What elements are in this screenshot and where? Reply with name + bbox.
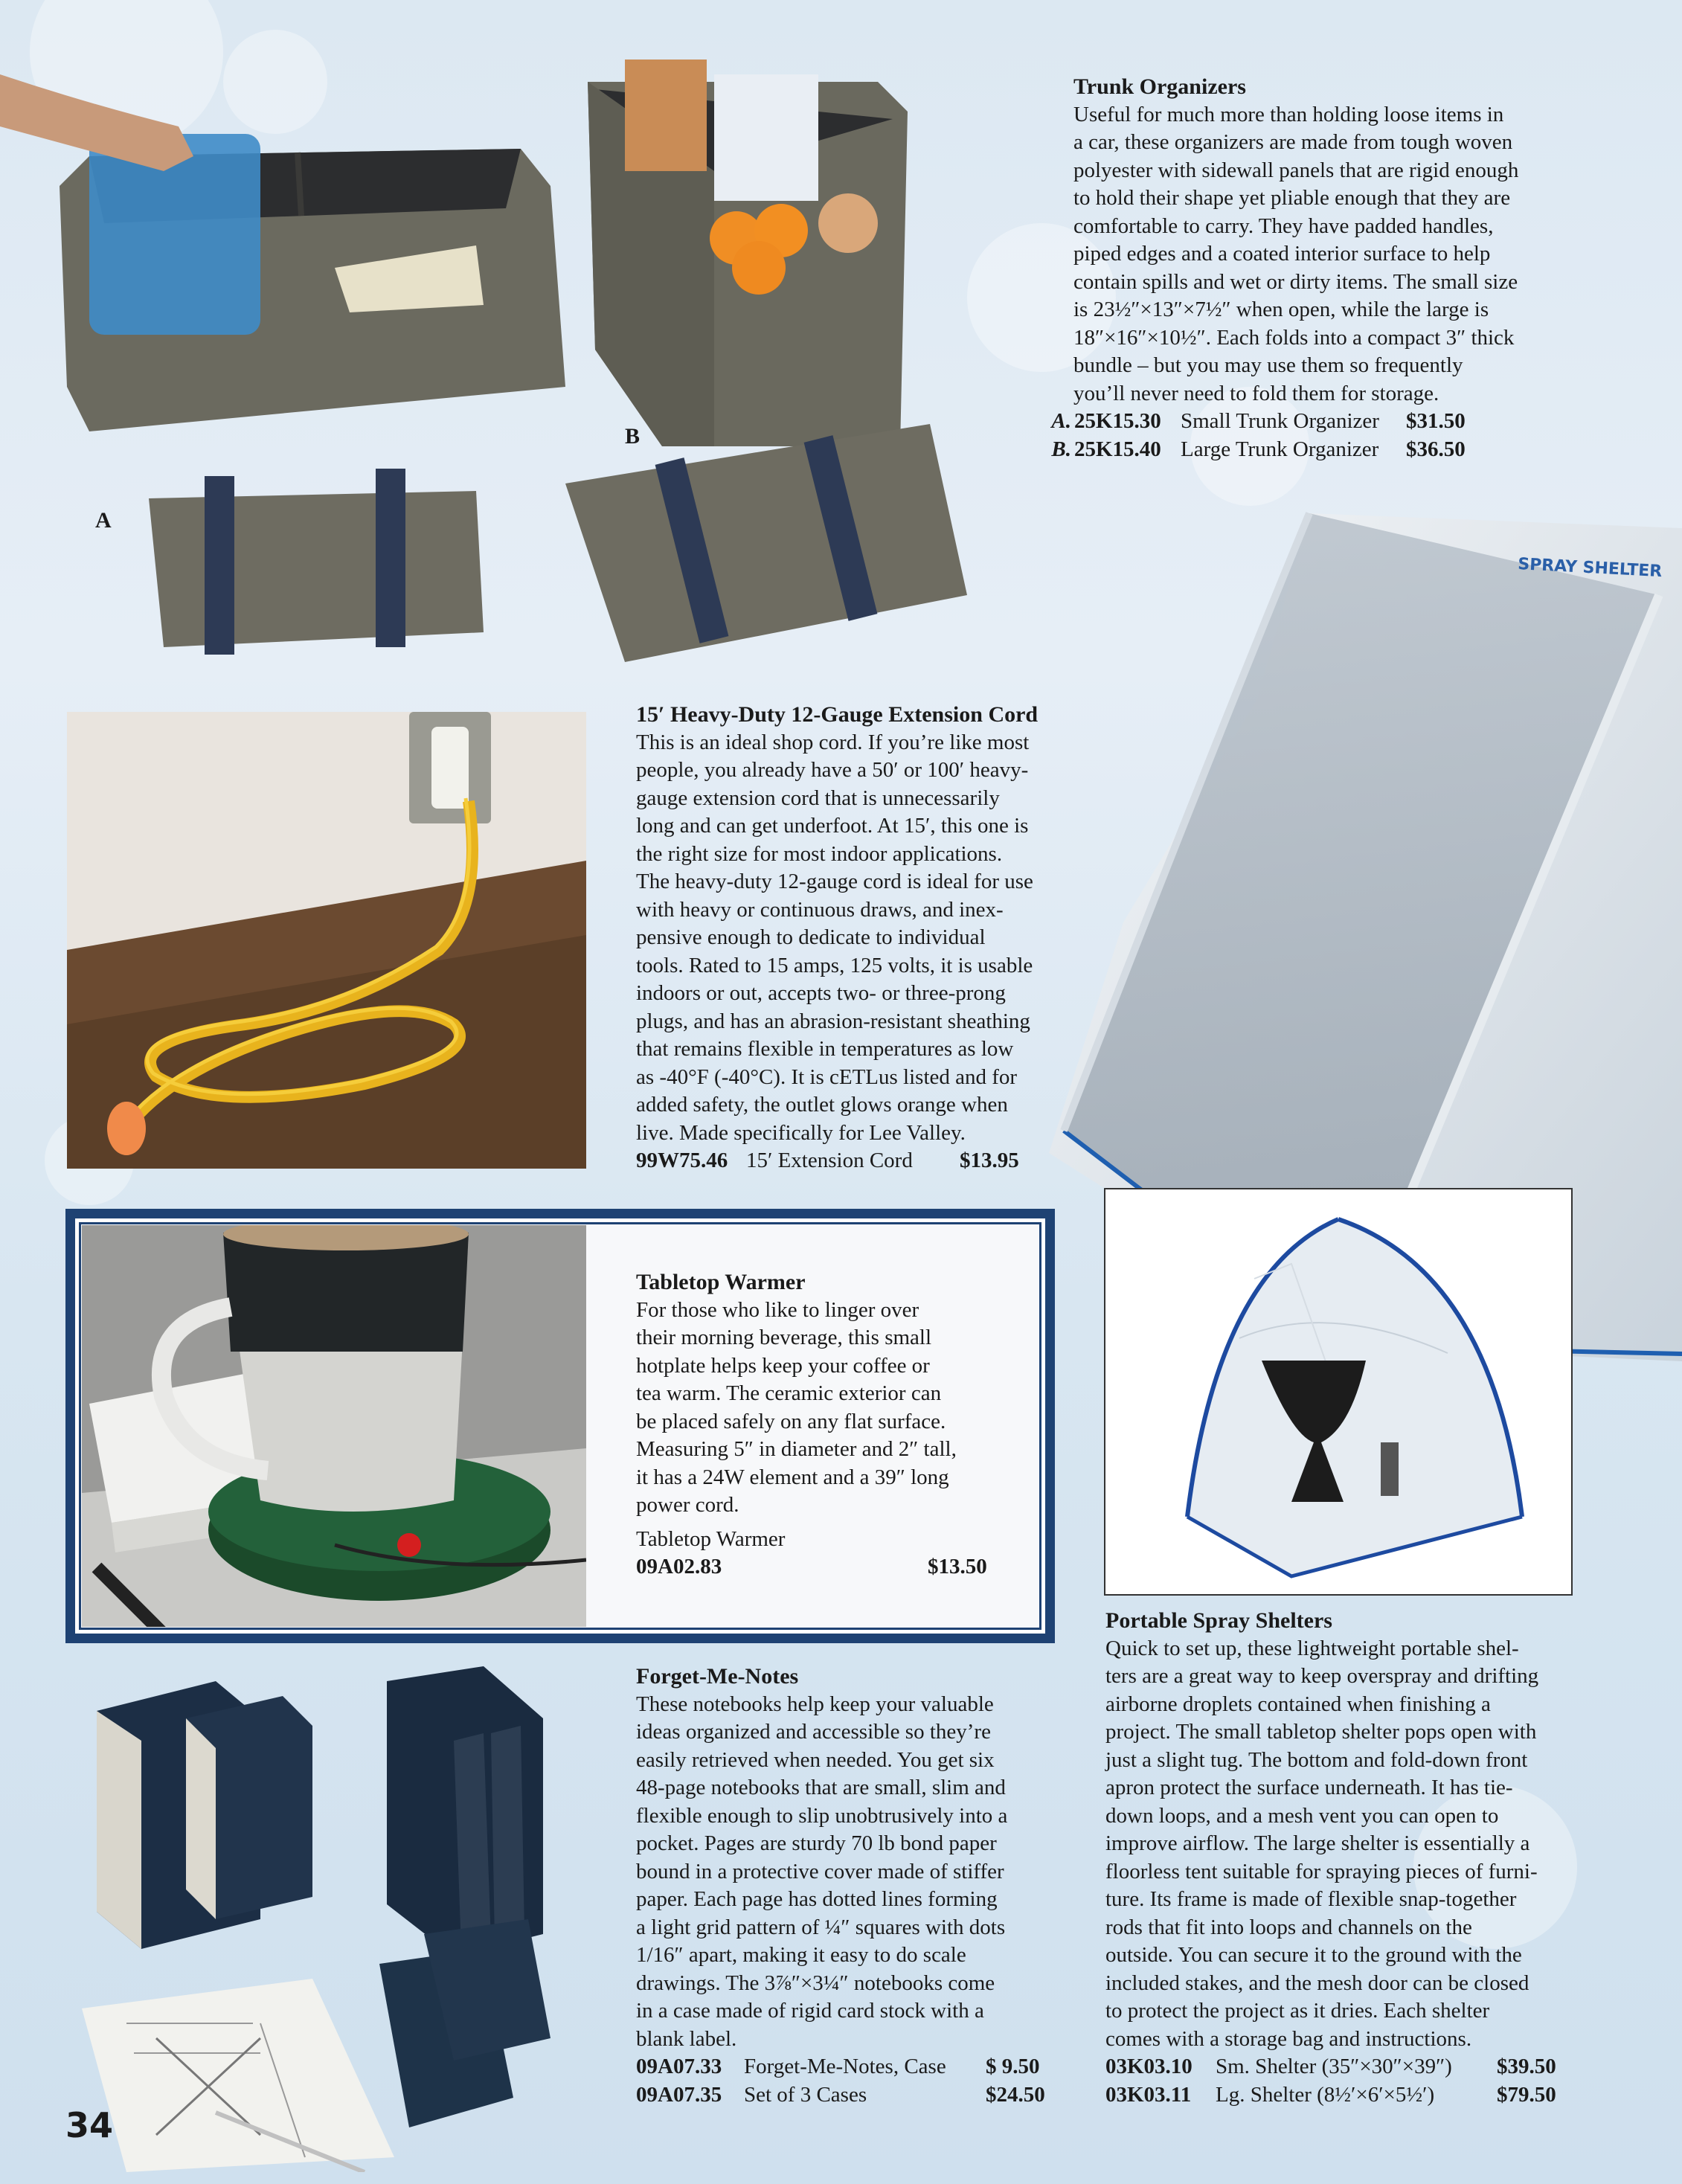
notes-line: pocket. Pages are sturdy 70 lb bond paper — [636, 1831, 997, 1855]
shelter-line: floorless tent suitable for spraying pieces of furni- — [1105, 1859, 1538, 1883]
item-name: Large Trunk Organizer — [1181, 437, 1379, 461]
notes-line: easily retrieved when needed. You get six — [636, 1747, 995, 1772]
cord-line: the right size for most indoor applications. — [636, 841, 1003, 866]
label-a: A — [95, 508, 112, 533]
shelter-line: apron protect the surface underneath. It has tie- — [1105, 1776, 1513, 1799]
warmer-line: For those who like to linger over — [636, 1297, 919, 1322]
trunk-organizers-title: Trunk Organizers — [1073, 74, 1246, 99]
trunk-line: piped edges and a coated interior surface to help — [1073, 242, 1491, 266]
warmer-line: be placed safely on any flat surface. — [636, 1409, 946, 1433]
trunk-line: a car, these organizers are made from tough woven — [1073, 130, 1513, 154]
item-sku: 09A07.33 — [636, 2055, 722, 2078]
tabletop-warmer-title: Tabletop Warmer — [636, 1270, 806, 1294]
notes-line: bound in a protective cover made of stiffer — [636, 1859, 1004, 1883]
item-price: $24.50 — [986, 2082, 1045, 2107]
item-sku: 03K03.10 — [1105, 2055, 1193, 2078]
warmer-line: tea warm. The ceramic exterior can — [636, 1381, 942, 1405]
notes-line: These notebooks help keep your valuable — [636, 1692, 994, 1716]
item-price: $36.50 — [1406, 437, 1466, 461]
lighted-outlet-end — [107, 1102, 146, 1155]
shelter-line: improve airflow. The large shelter is essentially a — [1105, 1831, 1530, 1855]
price-row — [636, 1553, 1023, 1581]
item-price: $79.50 — [1497, 2082, 1556, 2107]
notes-line: a light grid pattern of ¼″ squares with dots — [636, 1915, 1006, 1939]
trunk-line: contain spills and wet or dirty items. The small size — [1073, 269, 1518, 294]
item-sku: 09A07.35 — [636, 2082, 722, 2107]
extension-cord-title: 15′ Heavy-Duty 12-Gauge Extension Cord — [636, 702, 1039, 727]
tabletop-warmer-image — [82, 1225, 586, 1627]
trunk-line: comfortable to carry. They have padded handles, — [1073, 213, 1494, 238]
item-letter: B. — [1051, 437, 1071, 461]
cord-line: pensive enough to dedicate to individual — [636, 925, 986, 949]
trunk-organizers-text — [1073, 73, 1594, 408]
cord-line: added safety, the outlet glows orange when — [636, 1093, 1008, 1117]
item-sku: 25K15.30 — [1074, 409, 1161, 433]
notes-line: ideas organized and accessible so they’re — [636, 1720, 991, 1744]
cord-line: This is an ideal shop cord. If you’re like most — [636, 730, 1030, 754]
trunk-line: 18″×16″×10½″. Each folds into a compact 3″ thick — [1073, 325, 1515, 350]
forget-me-notes-image — [67, 1651, 588, 2172]
page-number: 34 — [65, 2105, 114, 2145]
item-name: Lg. Shelter (8½′×6′×5½′) — [1216, 2082, 1435, 2107]
warmer-line: it has a 24W element and a 39″ long — [636, 1465, 949, 1489]
trunk-line: polyester with sidewall panels that are rigid enough — [1073, 158, 1519, 182]
cord-line: indoors or out, accepts two- or three-prong — [636, 981, 1006, 1005]
notes-line: drawings. The 3⅞″×3¼″ notebooks come — [636, 1971, 995, 1995]
price-row — [636, 1147, 1068, 1175]
item-sku: 25K15.40 — [1074, 437, 1161, 461]
notes-line: in a case made of rigid card stock with a — [636, 1999, 984, 2023]
price-row — [1041, 408, 1525, 436]
item-price: $ 9.50 — [986, 2055, 1040, 2078]
cord-line: that remains flexible in temperatures as low — [636, 1037, 1014, 1061]
price-row — [1105, 2053, 1656, 2081]
bread-loaf — [625, 60, 707, 171]
forget-me-notes-title: Forget-Me-Notes — [636, 1664, 799, 1689]
tent-brand-text: SPRAY SHELTER — [1517, 555, 1663, 582]
notes-line: flexible enough to slip unobtrusively into a — [636, 1803, 1008, 1828]
shelter-line: to protect the project as it dries. Each shelter — [1105, 1999, 1490, 2023]
shelter-line: project. The small tabletop shelter pops open with — [1105, 1720, 1537, 1744]
warmer-line: power cord. — [636, 1493, 739, 1517]
shelter-line: included stakes, and the mesh door can be closed — [1105, 1971, 1529, 1995]
tabletop-warmer-text — [636, 1268, 1023, 1581]
item-name: Forget-Me-Notes, Case — [744, 2055, 946, 2078]
price-row — [636, 2053, 1068, 2081]
cord-line: as -40°F (-40°C). It is cETLus listed and for — [636, 1064, 1018, 1089]
price-row — [636, 2081, 1068, 2110]
trunk-line: to hold their shape yet pliable enough that they are — [1073, 186, 1511, 210]
shelter-line: airborne droplets contained when finishing a — [1105, 1692, 1491, 1716]
label-b: B — [625, 424, 641, 449]
cord-line: with heavy or continuous draws, and inex- — [636, 897, 1004, 922]
item-letter: A. — [1051, 409, 1071, 433]
warmer-item-name: Tabletop Warmer — [636, 1526, 786, 1551]
price-row — [1041, 436, 1525, 464]
shelter-line: outside. You can secure it to the ground with the — [1105, 1943, 1522, 1967]
trunk-line: you’ll never need to fold them for storage. — [1073, 381, 1439, 405]
shelter-line: Quick to set up, these lightweight portable shel- — [1105, 1636, 1519, 1660]
cord-line: plugs, and has an abrasion-resistant sheathing — [636, 1009, 1030, 1033]
notes-line: blank label. — [636, 2026, 737, 2051]
cord-line: live. Made specifically for Lee Valley. — [636, 1120, 966, 1145]
warmer-line: Measuring 5″ in diameter and 2″ tall, — [636, 1437, 957, 1461]
warmer-line: hotplate helps keep your coffee or — [636, 1353, 930, 1378]
shelter-line: just a slight tug. The bottom and fold-down front — [1105, 1747, 1528, 1772]
shelter-line: rods that fit into loops and channels on the — [1105, 1915, 1472, 1939]
small-spray-shelter-image — [1105, 1189, 1571, 1594]
item-sku: 99W75.46 — [636, 1149, 728, 1172]
shelter-line: down loops, and a mesh vent you can open to — [1105, 1803, 1499, 1828]
item-price: $13.50 — [928, 1555, 987, 1578]
spray-shelters-text — [1105, 1607, 1656, 2109]
item-sku: 09A02.83 — [636, 1555, 722, 1578]
trunk-organizers-image — [0, 0, 1041, 669]
extension-cord-image — [67, 712, 586, 1169]
trunk-line: Useful for much more than holding loose items in — [1073, 102, 1504, 126]
forget-me-notes-text — [636, 1663, 1068, 2109]
cord-line: long and can get underfoot. At 15′, this one is — [636, 814, 1029, 838]
extension-cord-text — [636, 701, 1068, 1175]
trunk-line: is 23½″×13″×7½″ when open, while the large is — [1073, 298, 1489, 321]
cord-line: gauge extension cord that is unnecessarily — [636, 786, 1000, 810]
trunk-price-list — [1041, 408, 1525, 463]
price-row — [1105, 2081, 1656, 2110]
notes-line: paper. Each page has dotted lines forming — [636, 1887, 998, 1911]
item-name: Sm. Shelter (35″×30″×39″) — [1216, 2055, 1452, 2078]
item-name: Small Trunk Organizer — [1181, 409, 1379, 433]
item-price: $39.50 — [1497, 2055, 1556, 2078]
shelter-line: comes with a storage bag and instructions. — [1105, 2026, 1472, 2051]
warmer-line: their morning beverage, this small — [636, 1326, 932, 1349]
item-price: $31.50 — [1406, 409, 1466, 433]
spray-shelters-title: Portable Spray Shelters — [1105, 1608, 1332, 1633]
small-bottle — [1381, 1442, 1399, 1496]
bread-bag — [714, 74, 818, 201]
cord-line: The heavy-duty 12-gauge cord is ideal for use — [636, 870, 1033, 893]
open-notebook — [82, 1979, 394, 2172]
shelter-line: ters are a great way to keep overspray and drifting — [1105, 1664, 1539, 1688]
item-name: Set of 3 Cases — [744, 2082, 867, 2107]
cord-line: tools. Rated to 15 amps, 125 volts, it is usable — [636, 953, 1033, 977]
item-sku: 03K03.11 — [1105, 2082, 1192, 2107]
warmer-indicator-light — [397, 1533, 421, 1557]
trunk-line: bundle – but you may use them so frequently — [1073, 353, 1463, 377]
item-name: 15′ Extension Cord — [746, 1149, 913, 1172]
notes-line: 48-page notebooks that are small, slim and — [636, 1776, 1006, 1799]
notes-line: 1/16″ apart, making it easy to do scale — [636, 1943, 966, 1967]
cord-line: people, you already have a 50′ or 100′ heavy- — [636, 758, 1029, 782]
shelter-line: ture. Its frame is made of flexible snap-together — [1105, 1887, 1517, 1911]
item-price: $13.95 — [960, 1149, 1019, 1172]
